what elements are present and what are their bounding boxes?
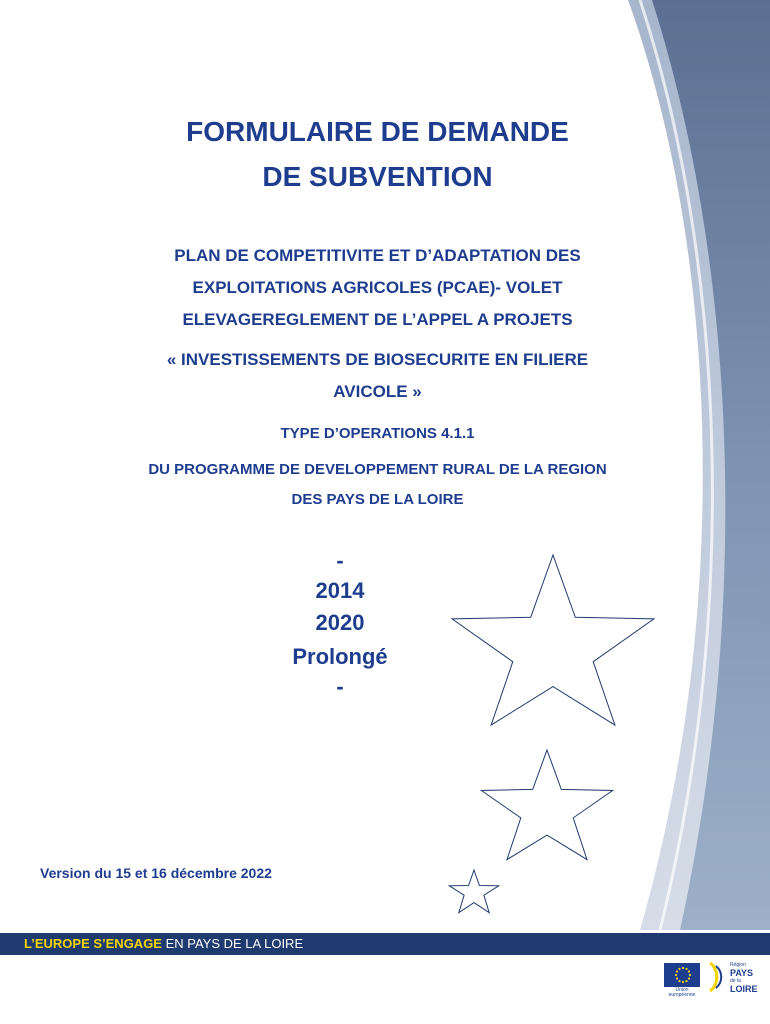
document-title-line1: FORMULAIRE DE DEMANDE (186, 116, 569, 147)
eu-flag-logo (664, 963, 700, 987)
footer-band (0, 933, 770, 955)
programme-line1: DU PROGRAMME DE DEVELOPPEMENT RURAL DE LA REGION (148, 461, 607, 478)
plan-line2: EXPLOITATIONS AGRICOLES (PCAE)- VOLET (192, 278, 563, 297)
region-logo-text (730, 962, 770, 994)
eu-caption: Union européenne (668, 987, 696, 998)
footer-band-rest: EN PAYS DE LA LOIRE (161, 936, 304, 951)
region-name-line2: de la (730, 978, 741, 984)
period-dash-top: - (336, 548, 344, 573)
footer-band-text (24, 937, 303, 951)
footer-band-emphasis: L’EUROPE S’ENGAGE (24, 936, 162, 951)
region-small-label: Région (730, 962, 746, 968)
region-swoosh-icon (706, 960, 730, 994)
project-line2: AVICOLE » (333, 382, 422, 401)
period-end-year: 2020 (315, 610, 365, 635)
medium-star-icon (481, 750, 612, 860)
project-line1: « INVESTISSEMENTS DE BIOSECURITE EN FILIERE (166, 350, 589, 369)
period-start-year: 2014 (315, 578, 365, 603)
eu-stars-icon (664, 963, 700, 987)
programme-line2: DES PAYS DE LA LOIRE (291, 491, 464, 508)
period-dash-bottom: - (336, 674, 344, 699)
operation-type: TYPE D’OPERATIONS 4.1.1 (280, 425, 475, 442)
plan-line1: PLAN DE COMPETITIVITE ET D’ADAPTATION DES (174, 246, 581, 265)
document-title-line2: DE SUBVENTION (262, 161, 493, 192)
region-name-line1: PAYS (730, 968, 754, 978)
period-status: Prolongé (292, 644, 388, 669)
large-star-icon (452, 555, 654, 725)
region-name-line3: LOIRE (730, 984, 758, 994)
version-date: Version du 15 et 16 décembre 2022 (40, 865, 272, 881)
plan-line3: ELEVAGEREGLEMENT DE L’APPEL A PROJETS (182, 310, 573, 329)
small-star-icon (449, 870, 498, 913)
